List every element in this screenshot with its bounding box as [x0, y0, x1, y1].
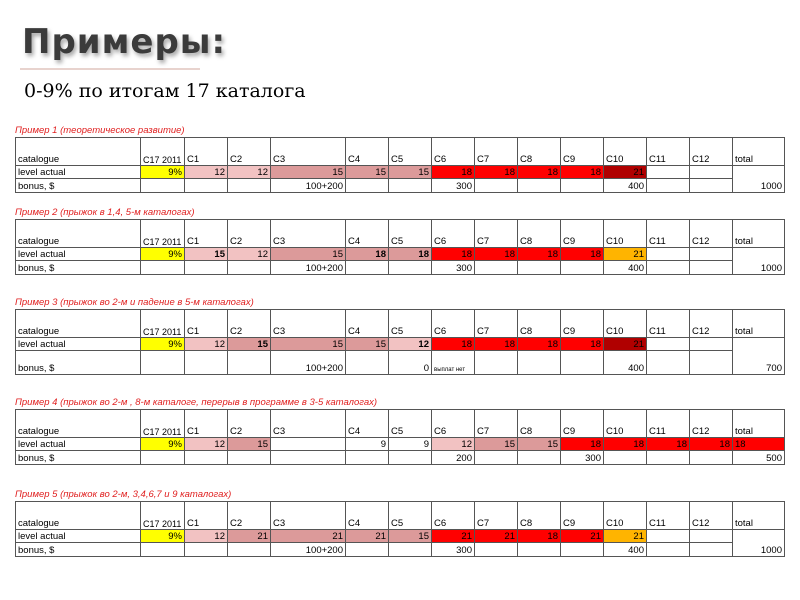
total-value: 500	[733, 451, 785, 465]
level-cell: 15	[228, 338, 271, 351]
header-c1: C1	[185, 220, 228, 248]
header-c4: C4	[346, 502, 389, 530]
level-cell: 21	[346, 530, 389, 543]
level-cell: 9	[346, 438, 389, 451]
header-catalogue: catalogue	[16, 138, 141, 166]
header-c1: C1	[185, 502, 228, 530]
header-c8: C8	[518, 410, 561, 438]
header-c7: C7	[475, 310, 518, 338]
bonus-cell	[141, 543, 185, 557]
bonus-cell	[518, 261, 561, 275]
header-c8: C8	[518, 502, 561, 530]
bonus-cell	[228, 451, 271, 465]
bonus-cell: 100+200	[271, 351, 346, 375]
bonus-cell	[346, 543, 389, 557]
bonus-cell	[389, 179, 432, 193]
header-total: total	[733, 502, 785, 530]
total-value: 1000	[733, 248, 785, 275]
bonus-cell: 400	[604, 543, 647, 557]
bonus-cell	[690, 351, 733, 375]
header-c10: C10	[604, 220, 647, 248]
level-cell: 15	[271, 248, 346, 261]
level-cell: 15	[346, 338, 389, 351]
row-label-bonus: bonus, $	[16, 351, 141, 375]
level-cell	[690, 248, 733, 261]
bonus-cell: 400	[604, 261, 647, 275]
header-c6: C6	[432, 138, 475, 166]
header-c10: C10	[604, 410, 647, 438]
bonus-cell	[228, 179, 271, 193]
header-c17: C17 2011	[141, 310, 185, 338]
bonus-cell	[185, 351, 228, 375]
header-c11: C11	[647, 310, 690, 338]
level-cell: 12	[228, 166, 271, 179]
header-c2: C2	[228, 410, 271, 438]
example-3	[15, 297, 782, 375]
example-1	[15, 125, 782, 193]
level-cell: 12	[185, 338, 228, 351]
bonus-cell: 100+200	[271, 543, 346, 557]
header-c3: C3	[271, 220, 346, 248]
level-cell: 18	[432, 166, 475, 179]
level-cell	[647, 530, 690, 543]
level-cell: 15	[271, 166, 346, 179]
level-cell: 18	[475, 166, 518, 179]
bonus-cell	[389, 451, 432, 465]
bonus-cell	[141, 179, 185, 193]
header-c9: C9	[561, 502, 604, 530]
bonus-cell	[561, 179, 604, 193]
bonus-cell	[604, 451, 647, 465]
header-c10: C10	[604, 138, 647, 166]
bonus-cell	[228, 261, 271, 275]
level-cell: 15	[475, 438, 518, 451]
level-cell: 15	[228, 438, 271, 451]
bonus-cell	[518, 351, 561, 375]
header-c7: C7	[475, 410, 518, 438]
bonus-cell	[518, 451, 561, 465]
bonus-cell: 300	[432, 261, 475, 275]
level-cell: 12	[228, 248, 271, 261]
bonus-cell	[647, 261, 690, 275]
level-cell: 21	[228, 530, 271, 543]
bonus-cell: 100+200	[271, 179, 346, 193]
example-title: Пример 3 (прыжок во 2-м и падение в 5-м каталогах)	[15, 297, 254, 308]
bonus-cell	[475, 451, 518, 465]
total-value: 700	[733, 338, 785, 375]
level-cell: 18	[432, 248, 475, 261]
level-cell: 18	[475, 338, 518, 351]
level-cell: 21	[604, 248, 647, 261]
header-c17: C17 2011	[141, 502, 185, 530]
level-cell: 18	[604, 438, 647, 451]
level-cell: 18	[346, 248, 389, 261]
level-cell: 9%	[141, 438, 185, 451]
header-c6: C6	[432, 502, 475, 530]
header-c9: C9	[561, 310, 604, 338]
slide-subtitle: 0-9% по итогам 17 каталога	[24, 80, 306, 102]
header-c2: C2	[228, 220, 271, 248]
bonus-cell	[141, 451, 185, 465]
bonus-cell: 400	[604, 179, 647, 193]
header-c3: C3	[271, 410, 346, 438]
bonus-cell	[475, 543, 518, 557]
example-title: Пример 1 (теоретическое развитие)	[15, 125, 185, 136]
header-total: total	[733, 138, 785, 166]
level-cell: 18	[561, 166, 604, 179]
slide-title: Примеры:	[22, 22, 227, 62]
example-table	[15, 309, 785, 375]
level-cell: 15	[389, 166, 432, 179]
level-cell-extra: 18	[733, 438, 785, 451]
row-label-bonus: bonus, $	[16, 261, 141, 275]
header-total: total	[733, 310, 785, 338]
bonus-cell	[185, 261, 228, 275]
level-cell: 12	[185, 438, 228, 451]
header-c5: C5	[389, 138, 432, 166]
bonus-cell	[185, 543, 228, 557]
level-cell	[690, 338, 733, 351]
level-cell: 18	[518, 338, 561, 351]
example-title: Пример 2 (прыжок в 1,4, 5-м каталогах)	[15, 207, 195, 218]
header-c2: C2	[228, 310, 271, 338]
level-cell: 15	[346, 166, 389, 179]
level-cell	[647, 166, 690, 179]
level-cell: 18	[690, 438, 733, 451]
row-label-level: level actual	[16, 248, 141, 261]
bonus-cell	[690, 179, 733, 193]
bonus-cell	[647, 543, 690, 557]
total-value: 1000	[733, 166, 785, 193]
level-cell: 9%	[141, 530, 185, 543]
level-cell: 21	[432, 530, 475, 543]
header-c17: C17 2011	[141, 138, 185, 166]
level-cell: 18	[518, 166, 561, 179]
bonus-cell: 400	[604, 351, 647, 375]
header-c17: C17 2011	[141, 220, 185, 248]
header-c4: C4	[346, 310, 389, 338]
header-c12: C12	[690, 220, 733, 248]
level-cell	[690, 166, 733, 179]
header-total: total	[733, 220, 785, 248]
bonus-cell	[346, 451, 389, 465]
header-total: total	[733, 410, 785, 438]
row-label-bonus: bonus, $	[16, 451, 141, 465]
bonus-cell	[475, 351, 518, 375]
bonus-cell	[185, 179, 228, 193]
bonus-cell	[561, 261, 604, 275]
bonus-cell	[141, 261, 185, 275]
level-cell: 18	[561, 438, 604, 451]
header-c12: C12	[690, 502, 733, 530]
header-c10: C10	[604, 310, 647, 338]
bonus-cell	[690, 543, 733, 557]
level-cell	[271, 438, 346, 451]
level-cell: 18	[647, 438, 690, 451]
header-c2: C2	[228, 138, 271, 166]
level-cell	[647, 338, 690, 351]
header-c17: C17 2011	[141, 410, 185, 438]
header-c1: C1	[185, 138, 228, 166]
header-c1: C1	[185, 410, 228, 438]
header-c8: C8	[518, 220, 561, 248]
example-5	[15, 489, 782, 557]
bonus-cell: 200	[432, 451, 475, 465]
header-c11: C11	[647, 220, 690, 248]
bonus-cell: выплат нет	[432, 351, 475, 375]
title-underline	[20, 68, 200, 70]
row-label-bonus: bonus, $	[16, 543, 141, 557]
bonus-cell	[647, 351, 690, 375]
header-c2: C2	[228, 502, 271, 530]
level-cell: 21	[561, 530, 604, 543]
header-c6: C6	[432, 310, 475, 338]
bonus-cell	[389, 543, 432, 557]
header-c11: C11	[647, 502, 690, 530]
bonus-cell	[561, 543, 604, 557]
bonus-cell: 0	[389, 351, 432, 375]
header-catalogue: catalogue	[16, 220, 141, 248]
level-cell: 21	[271, 530, 346, 543]
header-c9: C9	[561, 410, 604, 438]
header-c9: C9	[561, 220, 604, 248]
example-title: Пример 4 (прыжок во 2-м , 8-м каталоге, перерыв в программе в 3-5 каталогах)	[15, 397, 378, 408]
bonus-cell	[271, 451, 346, 465]
row-label-level: level actual	[16, 438, 141, 451]
level-cell: 18	[475, 248, 518, 261]
bonus-cell: 300	[432, 543, 475, 557]
header-c4: C4	[346, 410, 389, 438]
header-c10: C10	[604, 502, 647, 530]
level-cell: 21	[475, 530, 518, 543]
bonus-cell: 100+200	[271, 261, 346, 275]
bonus-cell	[518, 179, 561, 193]
row-label-level: level actual	[16, 166, 141, 179]
bonus-cell: 300	[561, 451, 604, 465]
header-c11: C11	[647, 410, 690, 438]
level-cell: 12	[185, 530, 228, 543]
header-c1: C1	[185, 310, 228, 338]
bonus-cell	[647, 451, 690, 465]
level-cell: 15	[271, 338, 346, 351]
header-catalogue: catalogue	[16, 410, 141, 438]
level-cell: 21	[604, 530, 647, 543]
level-cell: 18	[561, 248, 604, 261]
header-c12: C12	[690, 138, 733, 166]
example-table	[15, 219, 785, 275]
bonus-cell	[346, 261, 389, 275]
level-cell: 18	[518, 248, 561, 261]
bonus-cell	[185, 451, 228, 465]
level-cell	[647, 248, 690, 261]
row-label-level: level actual	[16, 530, 141, 543]
header-c9: C9	[561, 138, 604, 166]
level-cell: 15	[518, 438, 561, 451]
bonus-cell: 300	[432, 179, 475, 193]
level-cell: 9%	[141, 166, 185, 179]
row-label-bonus: bonus, $	[16, 179, 141, 193]
header-c5: C5	[389, 502, 432, 530]
header-catalogue: catalogue	[16, 310, 141, 338]
bonus-cell	[389, 261, 432, 275]
total-value: 1000	[733, 530, 785, 557]
level-cell: 18	[432, 338, 475, 351]
header-c3: C3	[271, 310, 346, 338]
header-c7: C7	[475, 138, 518, 166]
bonus-cell	[475, 179, 518, 193]
level-cell: 9	[389, 438, 432, 451]
header-c11: C11	[647, 138, 690, 166]
example-table	[15, 501, 785, 557]
header-catalogue: catalogue	[16, 502, 141, 530]
header-c7: C7	[475, 220, 518, 248]
header-c3: C3	[271, 502, 346, 530]
example-table	[15, 409, 785, 465]
level-cell: 15	[389, 530, 432, 543]
header-c8: C8	[518, 138, 561, 166]
header-c4: C4	[346, 138, 389, 166]
bonus-cell	[475, 261, 518, 275]
level-cell	[690, 530, 733, 543]
level-cell: 12	[185, 166, 228, 179]
bonus-cell	[690, 451, 733, 465]
level-cell: 9%	[141, 338, 185, 351]
example-2	[15, 207, 782, 275]
bonus-cell	[346, 351, 389, 375]
level-cell: 12	[389, 338, 432, 351]
level-cell: 18	[389, 248, 432, 261]
level-cell: 18	[518, 530, 561, 543]
header-c5: C5	[389, 410, 432, 438]
header-c6: C6	[432, 220, 475, 248]
bonus-cell	[518, 543, 561, 557]
bonus-cell	[647, 179, 690, 193]
bonus-cell	[228, 351, 271, 375]
level-cell: 9%	[141, 248, 185, 261]
bonus-cell	[346, 179, 389, 193]
header-c7: C7	[475, 502, 518, 530]
bonus-cell	[690, 261, 733, 275]
example-title: Пример 5 (прыжок во 2-м, 3,4,6,7 и 9 каталогах)	[15, 489, 232, 500]
bonus-cell	[561, 351, 604, 375]
level-cell: 21	[604, 166, 647, 179]
header-c5: C5	[389, 310, 432, 338]
level-cell: 18	[561, 338, 604, 351]
example-table	[15, 137, 785, 193]
level-cell: 12	[432, 438, 475, 451]
header-c12: C12	[690, 410, 733, 438]
header-c4: C4	[346, 220, 389, 248]
level-cell: 21	[604, 338, 647, 351]
level-cell: 15	[185, 248, 228, 261]
header-c12: C12	[690, 310, 733, 338]
header-c5: C5	[389, 220, 432, 248]
header-c3: C3	[271, 138, 346, 166]
bonus-cell	[141, 351, 185, 375]
example-4	[15, 397, 782, 465]
header-c8: C8	[518, 310, 561, 338]
header-c6: C6	[432, 410, 475, 438]
row-label-level: level actual	[16, 338, 141, 351]
bonus-cell	[228, 543, 271, 557]
